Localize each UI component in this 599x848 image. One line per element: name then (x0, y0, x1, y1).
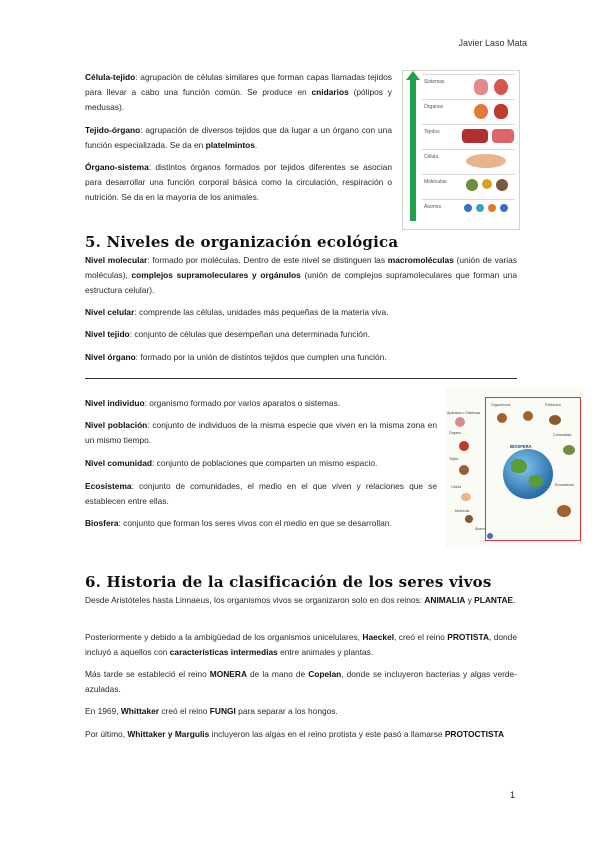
term: Biosfera (85, 518, 119, 528)
paragraph-protoctista (85, 727, 517, 742)
paragraph-aristoteles (85, 593, 517, 608)
tissue-icon (459, 465, 469, 475)
text: , donde incluyó a aquellos con (85, 632, 517, 658)
figure-label: Ecosistema (555, 483, 574, 487)
uterus-icon (474, 104, 488, 119)
level-label: Átomos (424, 204, 441, 210)
organ-icon (459, 441, 469, 451)
term: Nivel comunidad (85, 458, 153, 468)
text: Desde Aristóteles hasta Linnaeus, los organismos vivos se organizaron solo en dos reinos: (85, 595, 425, 605)
deer-icon (549, 415, 561, 425)
text: : comprende las células, unidades más pequeñas de la materia viva. (134, 307, 389, 317)
term: Whittaker y Margulis (127, 729, 210, 739)
arrowhead-icon (406, 71, 420, 80)
text: entre animales y plantas. (277, 647, 374, 658)
text: , donde se incluyeron bacterias y algas verde-azuladas. (85, 669, 517, 695)
level-row (422, 74, 515, 99)
atom-icon (488, 204, 496, 212)
paragraph-fungi (85, 704, 517, 719)
text: de la mano de (247, 669, 309, 679)
paragraph-nivel-celular (85, 305, 517, 320)
section-heading: 6. Historia de la clasificación de los seres vivos (85, 573, 492, 591)
paragraph-celula-tejido (85, 70, 392, 116)
level-label: Sistemas (424, 79, 445, 85)
paragraph-organo-sistema (85, 160, 392, 206)
term: complejos supramoleculares y orgánulos (131, 270, 301, 281)
organ-system-icon (455, 417, 465, 427)
divider-line (85, 378, 517, 379)
term: Copelan (308, 669, 342, 679)
ecosystem-icon (557, 505, 571, 517)
text: , creó el reino (394, 632, 448, 642)
up-arrow-icon (410, 77, 416, 221)
paragraph-biosfera (85, 516, 437, 531)
text: : conjunto de poblaciones que comparten un mismo espacio. (152, 458, 378, 468)
muscle-tissue-icon (462, 129, 488, 143)
level-row (422, 99, 515, 124)
level-row (422, 174, 515, 199)
text: : conjunto de comunidades, el medio en el que viven y relaciones que se establecen entre ellas. (85, 481, 437, 507)
term: Tejido-órgano (85, 125, 141, 135)
text: . (254, 140, 258, 151)
text: : formado por moléculas. Dentro de este nivel se distinguen las (147, 255, 388, 265)
term: Whittaker (120, 706, 160, 716)
section-heading: 5. Niveles de organización ecológica (85, 233, 399, 251)
center-label: BIOSFERA (510, 444, 532, 449)
text: . (513, 595, 516, 605)
kidney-icon (494, 104, 508, 119)
atom-icon (500, 204, 508, 212)
tissue-icon (492, 129, 514, 143)
cell-icon (466, 154, 506, 168)
term: ANIMALIA (424, 595, 466, 605)
community-icon (563, 445, 575, 455)
biosphere-figure (445, 387, 583, 547)
page-number: 1 (509, 790, 515, 800)
atom-icon (487, 533, 493, 539)
figure-label: Célula (451, 485, 462, 489)
level-label: Moléculas (424, 179, 447, 185)
author-name: Javier Laso Mata (458, 38, 527, 48)
paragraph-nivel-comunidad (85, 456, 437, 471)
term: Ecosistema (85, 481, 132, 491)
term: cnidarios (311, 87, 349, 98)
text: para separar a los hongos. (235, 706, 338, 716)
atom-icon (464, 204, 472, 212)
text: y (465, 595, 475, 605)
text: : organismo formado por varios aparatos o sistemas. (144, 398, 341, 408)
paragraph-tejido-organo (85, 123, 392, 153)
paragraph-nivel-poblacion (85, 418, 437, 448)
deer-icon (497, 413, 507, 423)
text: : distintos órganos formados por tejidos diferentes se asocian para desarrollar una función corporal básica como la circulación, respiración o nutrición. Se da en la mayoría de los animales. (85, 162, 392, 203)
cell-icon (461, 493, 471, 501)
levels-figure (402, 70, 520, 230)
text: : conjunto que forman los seres vivos con el medio en que se desarrollan. (118, 518, 392, 528)
molecule-icon (465, 515, 473, 523)
term: Célula-tejido (85, 72, 136, 82)
molecule-icon (482, 179, 492, 189)
globe-icon (503, 449, 553, 499)
figure-label: Tejido (449, 457, 459, 461)
figure-label: Comunidad (553, 433, 572, 437)
figure-label: Organismos (491, 403, 511, 407)
text: : agrupación de células similares que forman capas llamadas tejidos para llevar a cabo una función común. Se produce en (85, 72, 392, 98)
figure-label: Población (545, 403, 561, 407)
level-label: Tejidos (424, 129, 440, 135)
term: MONERA (209, 669, 247, 679)
land-icon (511, 459, 527, 473)
term: PROTOCTISTA (444, 729, 505, 739)
text: creó el reino (159, 706, 210, 716)
term: Nivel molecular (85, 255, 148, 265)
heart-icon (494, 79, 508, 95)
molecule-icon (496, 179, 508, 191)
term: FUNGI (209, 706, 236, 716)
paragraph-nivel-individuo (85, 396, 437, 411)
term: Nivel población (85, 420, 148, 430)
paragraph-ecosistema (85, 479, 437, 509)
text: (unión de complejos supramoleculares que forman una estructura celular). (85, 270, 517, 296)
term: Órgano-sistema (85, 162, 149, 172)
term: Nivel celular (85, 307, 135, 317)
text: : agrupación de diversos tejidos que da lugar a un órgano con una función especializada. Se da en (85, 125, 392, 151)
term: Nivel tejido (85, 329, 130, 339)
paragraph-haeckel (85, 630, 517, 660)
term: características intermedias (169, 647, 278, 658)
figure-label: Órgano (449, 431, 461, 435)
paragraph-nivel-organo (85, 350, 517, 365)
paragraph-nivel-molecular (85, 253, 517, 299)
text: Posteriormente y debido a la ambigüedad de los organismos unicelulares, (85, 632, 363, 642)
paragraph-monera (85, 667, 517, 697)
term: Nivel individuo (85, 398, 145, 408)
figure-label: Aparatos o Sistemas (447, 411, 481, 415)
level-row (422, 199, 515, 224)
human-body-icon (474, 79, 488, 95)
level-row (422, 124, 515, 149)
term: macromoléculas (387, 255, 454, 265)
text: incluyeron las algas en el reino protista y este pasó a llamarse (209, 729, 445, 739)
level-label: Órganos (424, 104, 444, 110)
text: En 1969, (85, 706, 121, 716)
text: Más tarde se estableció el reino (85, 669, 210, 679)
text: : formado por la unión de distintos tejidos que cumplen una función. (135, 352, 387, 362)
figure-label: Átomo (475, 527, 486, 531)
figure-label: Molécula (455, 509, 470, 513)
text: Por último, (85, 729, 128, 739)
term: Haeckel (362, 632, 395, 642)
term: Nivel órgano (85, 352, 136, 362)
atom-icon (476, 204, 484, 212)
term: platelmintos (205, 140, 255, 151)
term: PLANTAE (474, 595, 514, 605)
text: : conjunto de individuos de la misma especie que viven en la misma zona en un mismo tiempo. (85, 420, 437, 446)
text: (pólipos y medusas). (85, 87, 392, 113)
text: : conjunto de células que desempeñan una determinada función. (129, 329, 370, 339)
term: PROTISTA (447, 632, 489, 642)
molecule-icon (466, 179, 478, 191)
level-row (422, 149, 515, 174)
deer-icon (523, 411, 533, 421)
text: (unión de varias moléculas), (85, 255, 517, 281)
paragraph-nivel-tejido (85, 327, 517, 342)
land-icon (529, 475, 543, 487)
level-label: Célula (424, 154, 439, 160)
